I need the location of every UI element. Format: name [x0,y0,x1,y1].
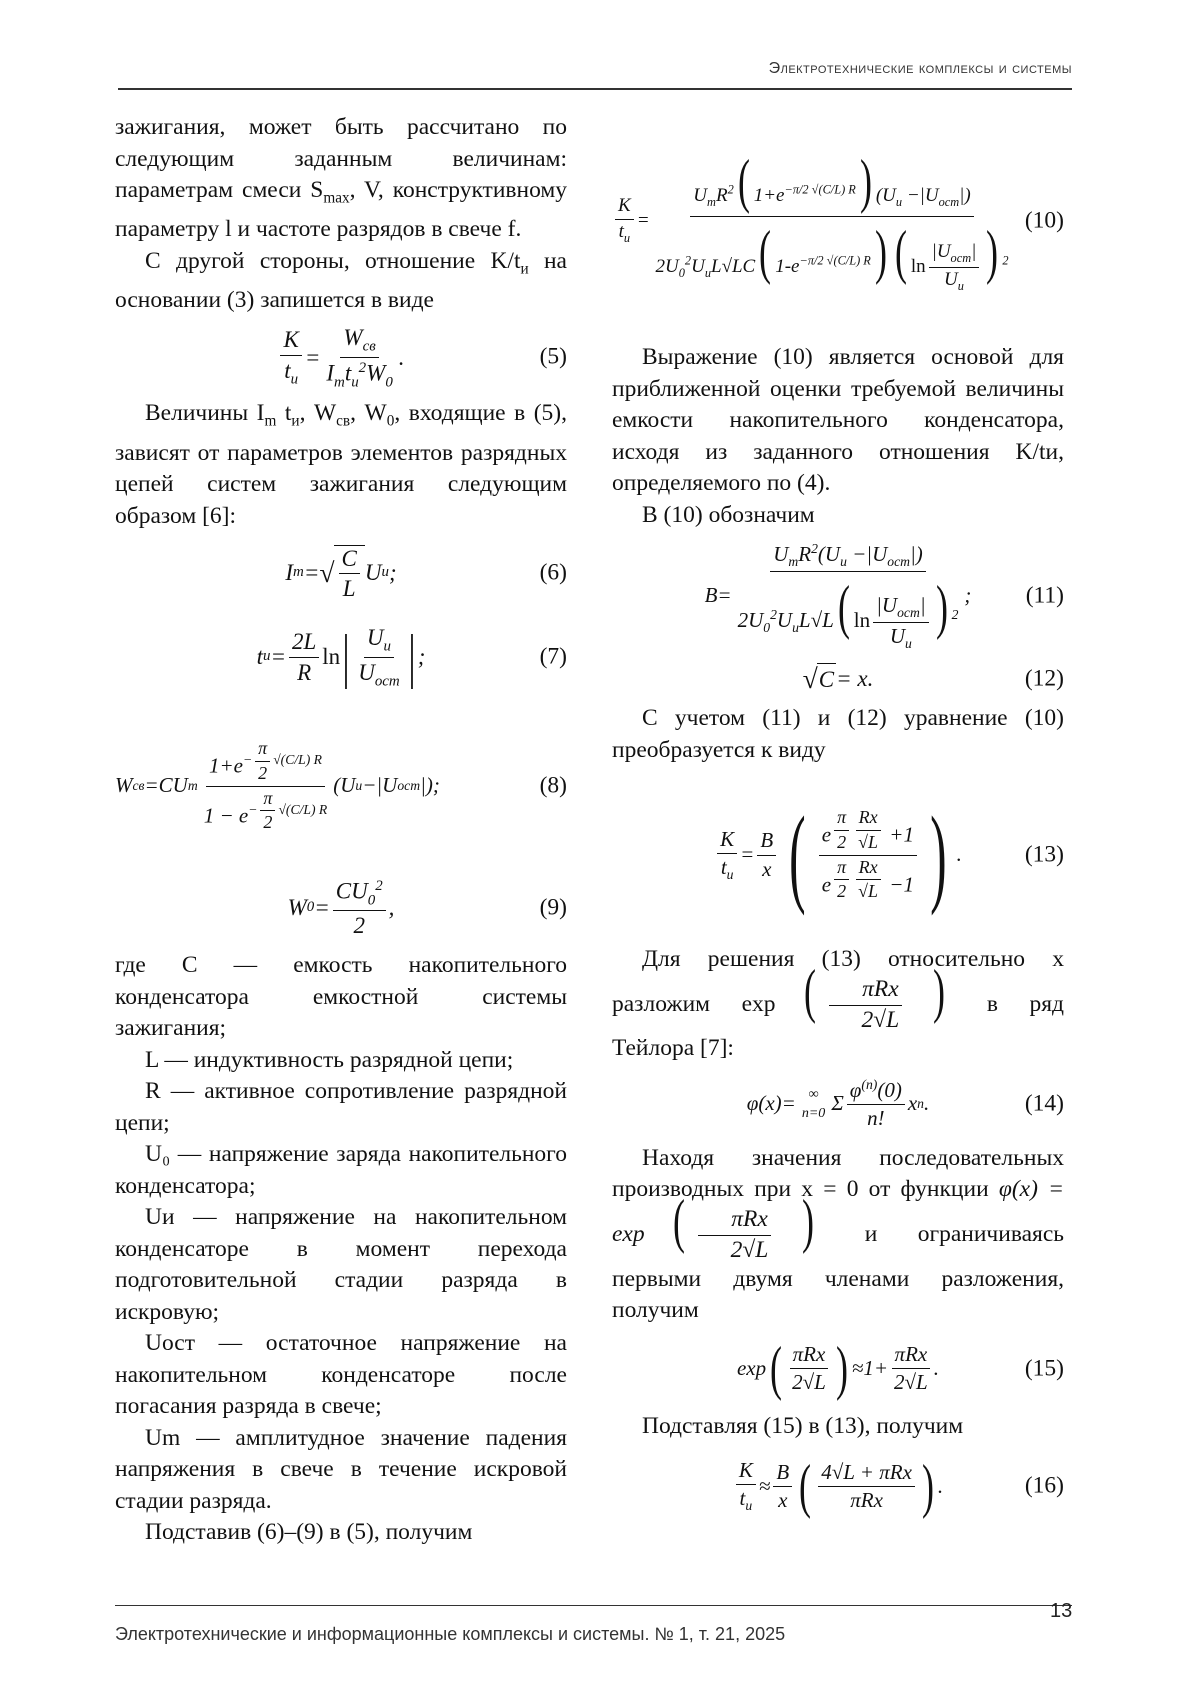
paragraph: Подставляя (15) в (13), получим [612,1411,1064,1443]
right-column [612,112,1064,1530]
equation-10: K tи = UmR2( 1+e−π/2 √(C/L) R) (Uи −|Uост|) 2U02UиL√LC( 1-e−π/2 √(C/L) R) ( ln |Uост| Uи ) 2 (10) [612,106,1064,336]
page-number: 13 [1050,1600,1072,1623]
equation-6: I m = √ C L U и ; (6) [115,538,567,608]
left-column [115,112,567,1549]
paragraph: Подставив (6)–(9) в (5), получим [115,1517,567,1549]
equation-14: φ(x)= ∞ n=0 Σ φ(n)(0) n! x n . (14) [612,1071,1064,1137]
definition-c: где C — емкость накопительного конденсатора емкостной системы зажигания; [115,950,567,1045]
definition-uost: Uост — остаточное напряжение на накопительном конденсаторе после погасания разряда в свече; [115,1328,567,1423]
definition-l: L — индуктивность разрядной цепи; [115,1045,567,1077]
equation-15: exp ( πRx 2√L ) ≈1+ πRx 2√L . (15) [612,1333,1064,1405]
paragraph: Выражение (10) является основой для приближенной оценки требуемой величины емкости накопительного конденсатора, исходя из заданного отношения K/tи, определяемого по (4). [612,342,1064,500]
paragraph: Величины Im tи, Wсв, W0, входящие в (5), зависят от параметров элементов разрядных цепей систем зажигания следующим образом [6]: [115,398,567,532]
equation-11: B= UmR2(Uи −|Uост|) 2U02UиL√L( ln |Uост| Uи ) 2 ; (11) [612,537,1064,655]
paragraph: зажигания, может быть рассчитано по следующим заданным величинам: параметрам смеси Smax, V, конструктивному параметру l и частоте разрядов в свече f. [115,112,567,246]
journal-footer: Электротехнические и информационные комплексы и системы. № 1, т. 21, 2025 [115,1624,785,1645]
footer-rule [115,1605,1072,1606]
running-header [118,58,1072,90]
equation-9: W 0 = CU02 2 , (9) [115,872,567,944]
definition-ui: Uи — напряжение на накопительном конденсаторе в момент перехода подготовительной стадии разряда в искровую; [115,1202,567,1328]
paragraph: С другой стороны, отношение K/tи на основании (3) запишется в виде [115,246,567,317]
definition-u0: U₀ — напряжение заряда накопительного конденсатора; [115,1139,567,1202]
definition-r: R — активное сопротивление разрядной цепи; [115,1076,567,1139]
paragraph: В (10) обозначим [612,500,1064,532]
equation-13: K tи = B x ( e π 2 Rx √L +1 e π 2 Rx √L −1 ) . (13) [612,772,1064,938]
equation-12: √ C = x. (12) [612,661,1064,697]
equation-8: W св =CU m 1+e− π 2 √(C/L) R 1 − e− π 2 √(C/L) R (U и −|U ост |); (8) [115,706,567,866]
equation-7: t и = 2L R ln | Uи Uост | ; (7) [115,614,567,700]
paragraph: Для решения (13) относительно x разложим exp ( πRx 2√L ) в ряд Тейлора [7]: [612,944,1064,1065]
equation-5: K tи = Wсв Imtи2W0 . (5) [115,322,567,392]
paragraph: Находя значения последовательных производных при x = 0 от функции φ(x) = exp ( πRx 2√L ) и ограничиваясь первыми двумя членами разложения, получим [612,1143,1064,1327]
header-title: Электротехнические комплексы и системы [769,60,1072,78]
paragraph: С учетом (11) и (12) уравнение (10) преобразуется к виду [612,703,1064,766]
equation-16: K tи ≈ B x ( 4√L + πRx πRx ) . (16) [612,1448,1064,1524]
definition-um: Um — амплитудное значение падения напряжения в свече в течение искровой стадии разряда. [115,1423,567,1518]
